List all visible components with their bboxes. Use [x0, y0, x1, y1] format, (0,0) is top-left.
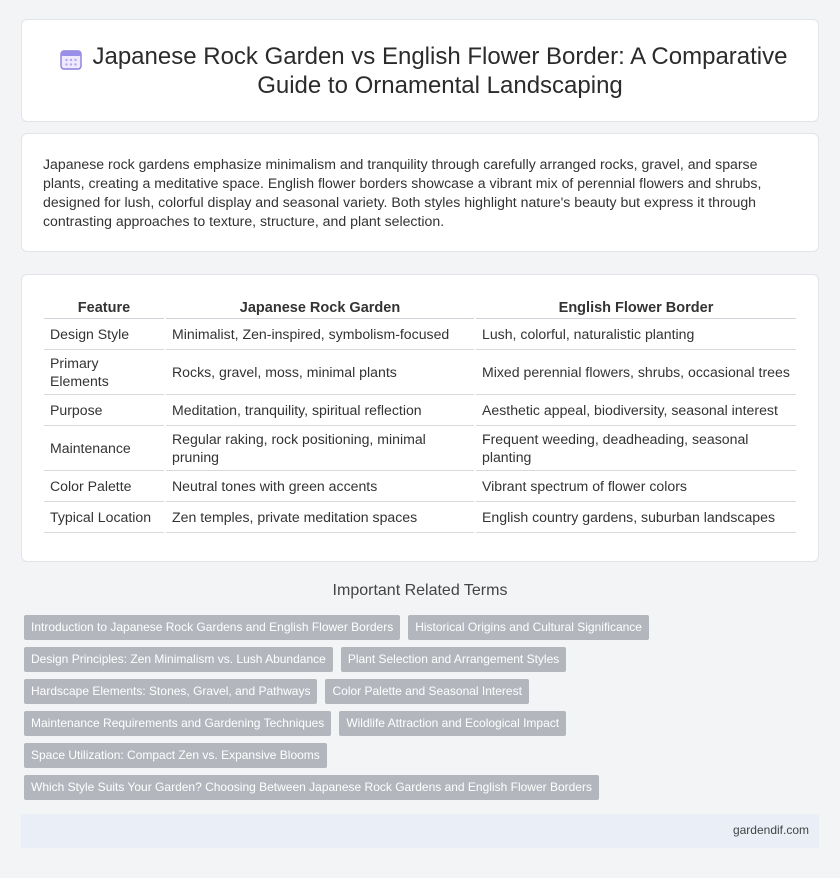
table-cell: Regular raking, rock positioning, minimal pruning — [166, 426, 474, 471]
related-term-tag[interactable]: Color Palette and Seasonal Interest — [325, 679, 528, 704]
related-term-tag[interactable]: Design Principles: Zen Minimalism vs. Lush Abundance — [24, 647, 333, 672]
table-cell: Minimalist, Zen-inspired, symbolism-focused — [166, 319, 474, 350]
header-card — [21, 19, 819, 122]
table-row — [44, 319, 796, 350]
table-cell: Typical Location — [44, 502, 164, 533]
table-row — [44, 350, 796, 395]
table-cell: Frequent weeding, deadheading, seasonal planting — [476, 426, 796, 471]
table-row — [44, 471, 796, 502]
related-term-tag[interactable]: Space Utilization: Compact Zen vs. Expansive Blooms — [24, 743, 327, 768]
header-feature: Feature — [44, 297, 164, 319]
table-cell: Primary Elements — [44, 350, 164, 395]
table-cell: Aesthetic appeal, biodiversity, seasonal interest — [476, 395, 796, 426]
table-cell: Maintenance — [44, 426, 164, 471]
related-term-tag[interactable]: Wildlife Attraction and Ecological Impact — [339, 711, 566, 736]
table-row — [44, 426, 796, 471]
comparison-table-card — [21, 274, 819, 562]
related-term-tag[interactable]: Which Style Suits Your Garden? Choosing Between Japanese Rock Gardens and English Flower Borders — [24, 775, 599, 800]
intro-paragraph: Japanese rock gardens emphasize minimalism and tranquility through carefully arranged rocks, gravel, and sparse plants, creating a meditative space. English flower borders showcase a vibrant mix of perennial flowers and shrubs, designed for lush, colorful display and seasonal variety. Both styles highlight nature's beauty but express it through contrasting approaches to texture, structure, and plant selection. — [43, 156, 762, 229]
table-cell: Lush, colorful, naturalistic planting — [476, 319, 796, 350]
table-cell: Design Style — [44, 319, 164, 350]
header-japanese-rock-garden: Japanese Rock Garden — [166, 297, 474, 319]
table-cell: Vibrant spectrum of flower colors — [476, 471, 796, 502]
table-header-row — [44, 297, 796, 319]
intro-card — [21, 133, 819, 252]
table-cell: Rocks, gravel, moss, minimal plants — [166, 350, 474, 395]
related-term-tag[interactable]: Plant Selection and Arrangement Styles — [341, 647, 566, 672]
calendar-icon — [58, 46, 84, 72]
header-english-flower-border: English Flower Border — [476, 297, 796, 319]
related-terms-list — [24, 615, 824, 807]
title-row — [22, 20, 818, 121]
table-cell: Color Palette — [44, 471, 164, 502]
comparison-table — [42, 297, 798, 533]
table-cell: Mixed perennial flowers, shrubs, occasional trees — [476, 350, 796, 395]
table-row — [44, 395, 796, 426]
table-cell: Meditation, tranquility, spiritual reflection — [166, 395, 474, 426]
related-terms-title: Important Related Terms — [332, 582, 508, 599]
related-term-tag[interactable]: Maintenance Requirements and Gardening Techniques — [24, 711, 331, 736]
related-term-tag[interactable]: Hardscape Elements: Stones, Gravel, and Pathways — [24, 679, 317, 704]
table-cell: English country gardens, suburban landscapes — [476, 502, 796, 533]
table-cell: Purpose — [44, 395, 164, 426]
footer — [21, 814, 819, 848]
table-row — [44, 502, 796, 533]
footer-site-name[interactable]: gardendif.com — [732, 823, 809, 837]
page-title: Japanese Rock Garden vs English Flower Border: A Comparative Guide to Ornamental Landscaping — [92, 42, 788, 99]
related-term-tag[interactable]: Historical Origins and Cultural Significance — [408, 615, 649, 640]
related-term-tag[interactable]: Introduction to Japanese Rock Gardens and English Flower Borders — [24, 615, 400, 640]
table-cell: Zen temples, private meditation spaces — [166, 502, 474, 533]
table-cell: Neutral tones with green accents — [166, 471, 474, 502]
